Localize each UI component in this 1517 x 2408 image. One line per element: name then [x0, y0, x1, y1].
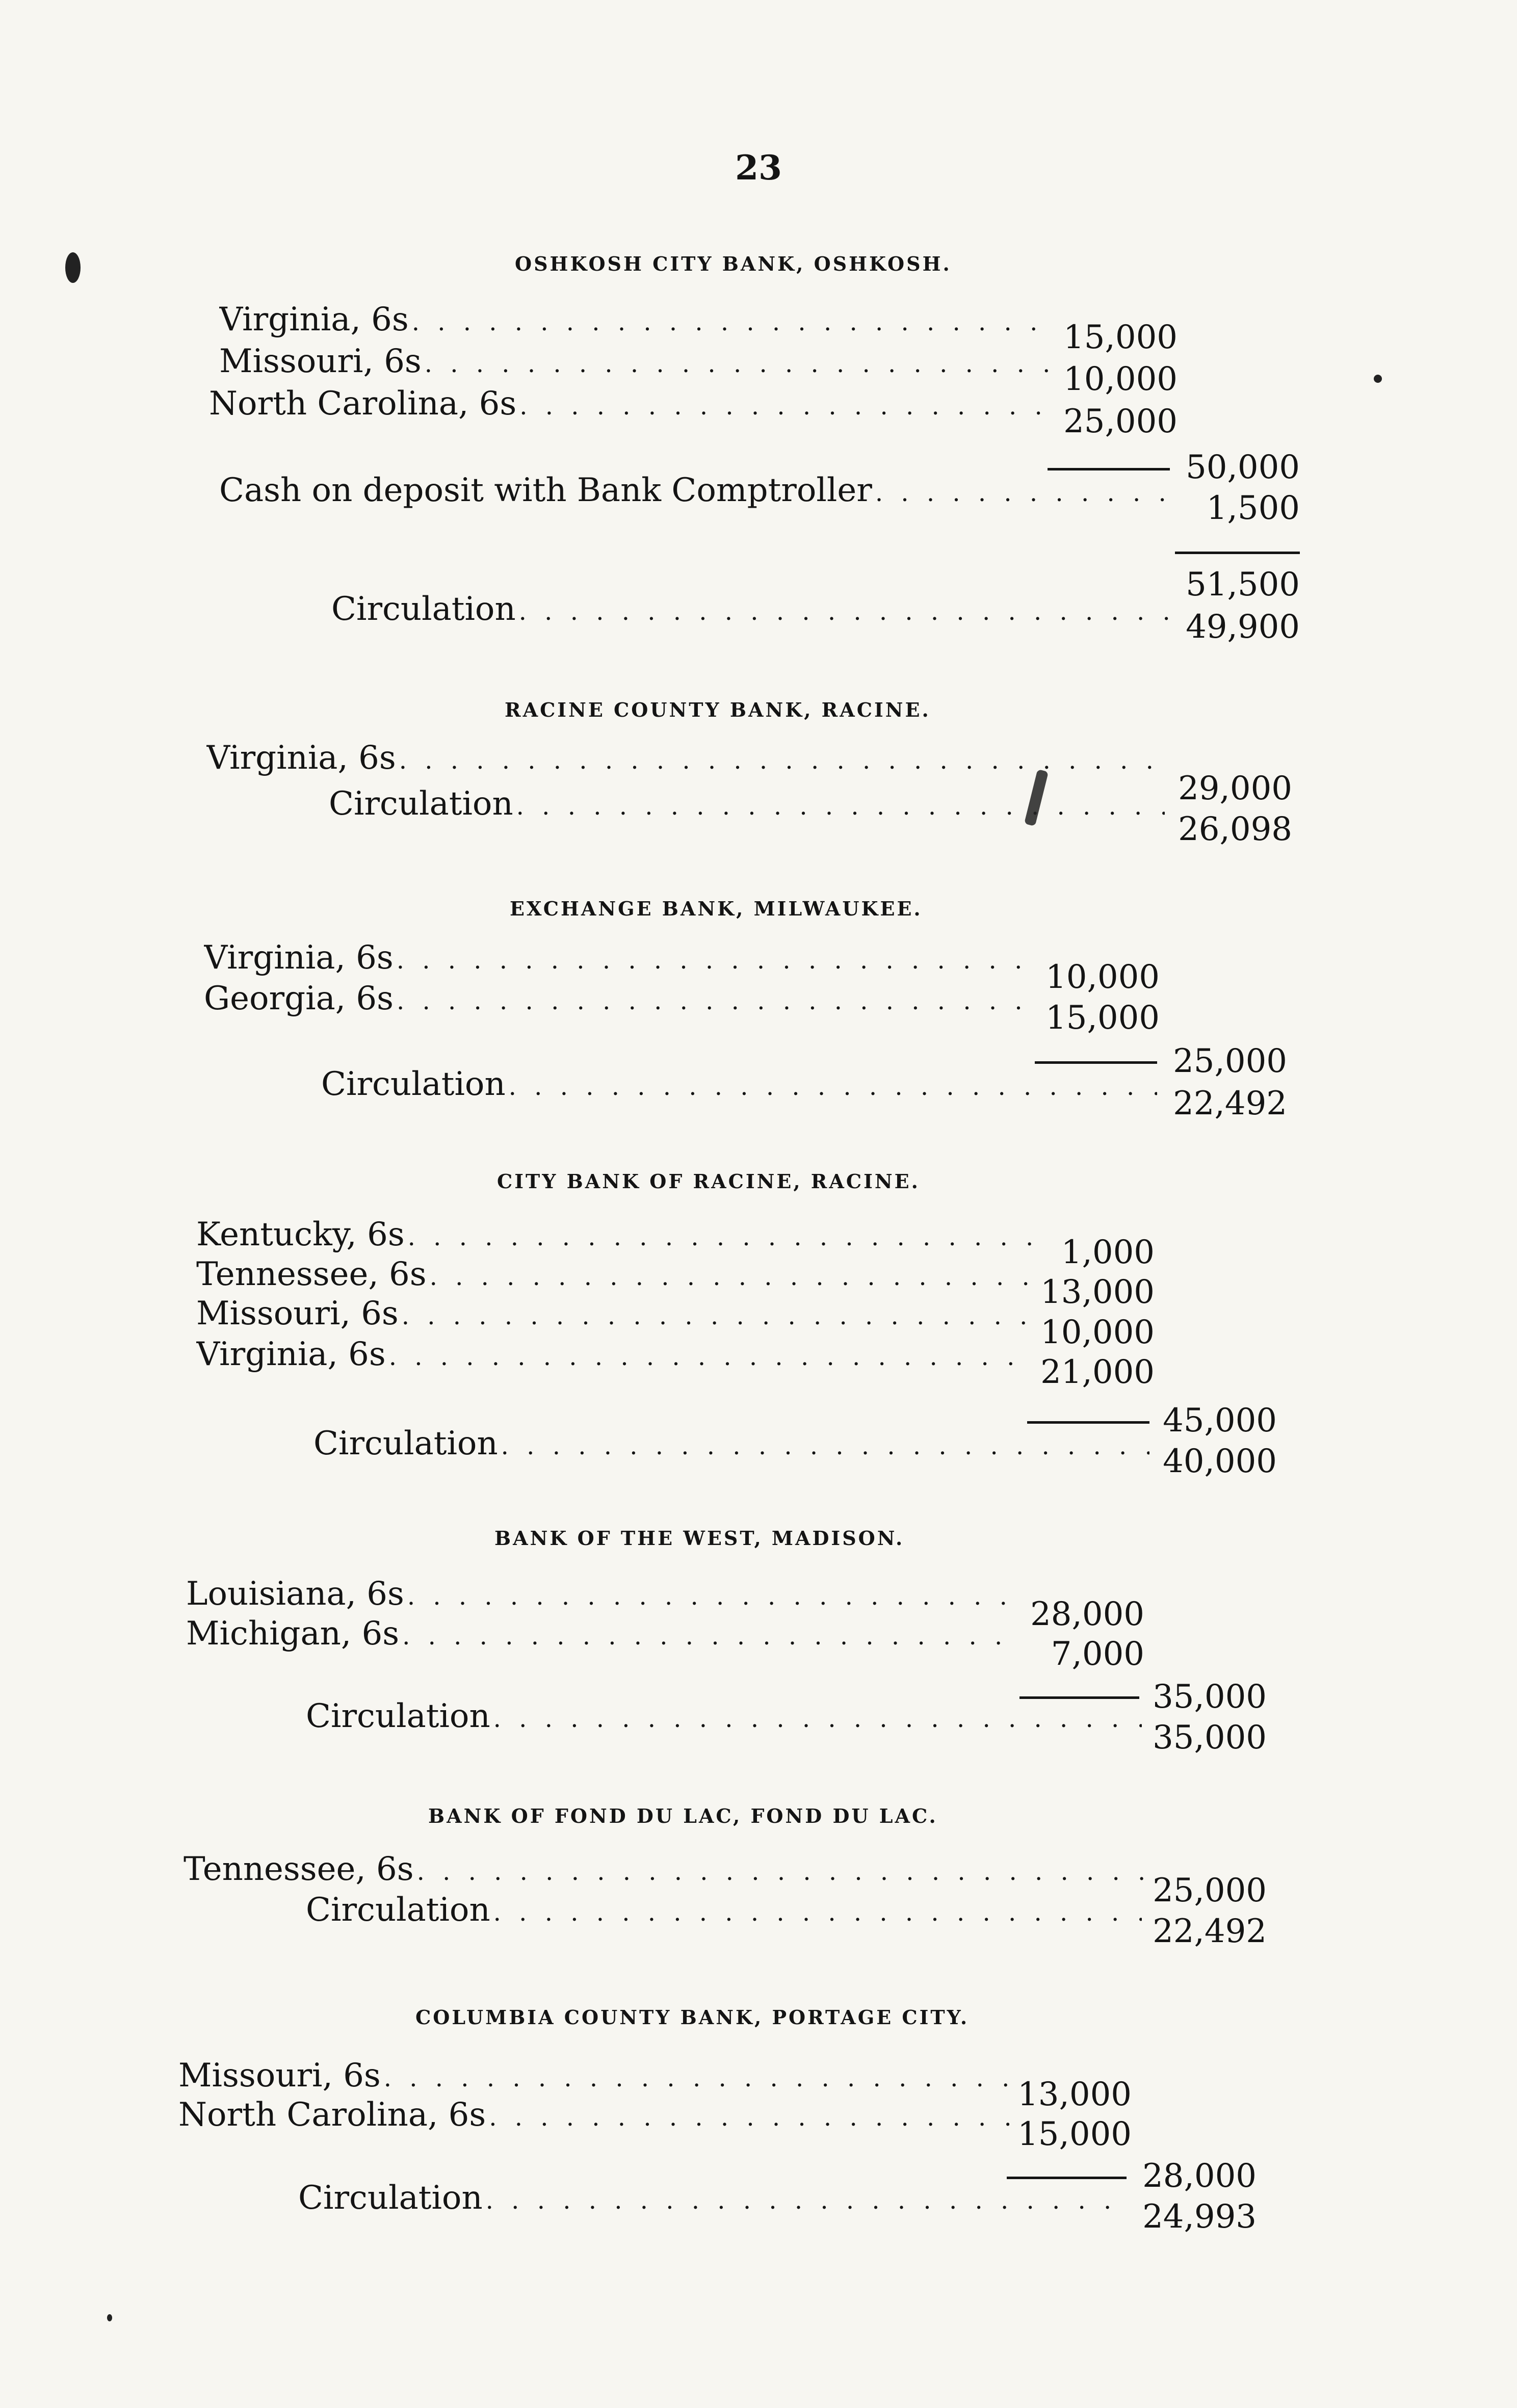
dot-leader: [519, 599, 1172, 624]
circulation-row: [313, 1425, 1149, 1465]
circulation-row: [321, 1065, 1157, 1106]
circulation-row: [306, 1697, 1142, 1738]
security-row: [184, 1850, 1147, 1891]
security-row: [209, 385, 1055, 426]
security-row: [219, 301, 1055, 342]
dot-leader: [489, 2105, 1009, 2130]
dot-leader: [493, 1900, 1142, 1925]
section-heading: COLUMBIA COUNTY BANK, PORTAGE CITY.: [415, 2006, 970, 2029]
security-amount: 28,000: [1030, 1595, 1144, 1633]
circulation-label: Circulation: [306, 1891, 490, 1929]
circulation-label: Circulation: [306, 1697, 490, 1735]
security-amount: 10,000: [1063, 360, 1178, 398]
cash-deposit-amount: 1,500: [1206, 489, 1300, 527]
dot-leader: [402, 1304, 1032, 1328]
dot-leader: [384, 2066, 1009, 2090]
section-heading: EXCHANGE BANK, MILWAUKEE.: [510, 897, 923, 920]
security-label: Louisiana, 6s: [186, 1575, 404, 1613]
dot-leader: [875, 481, 1167, 505]
circulation-row: [298, 2179, 1129, 2220]
dot-leader: [399, 748, 1172, 773]
security-amount: 10,000: [1040, 1314, 1155, 1351]
dot-leader: [389, 1345, 1032, 1369]
security-amount: 1,000: [1061, 1234, 1155, 1271]
section-heading: BANK OF THE WEST, MADISON.: [494, 1527, 905, 1550]
dot-leader: [408, 1225, 1032, 1249]
cash-deposit-label: Cash on deposit with Bank Comptroller: [219, 472, 872, 509]
circulation-label: Circulation: [329, 785, 513, 823]
dot-leader: [402, 1624, 1022, 1648]
security-amount: 15,000: [1017, 2115, 1132, 2153]
security-amount: 15,000: [1063, 319, 1178, 356]
security-label: Missouri, 6s: [219, 343, 422, 380]
circulation-amount: 49,900: [1186, 608, 1300, 646]
cash-deposit-row: [219, 472, 1167, 512]
security-row: [186, 1615, 1022, 1656]
total-amount: 25,000: [1173, 1042, 1287, 1080]
security-row: [219, 343, 1055, 383]
circulation-amount: 22,492: [1173, 1085, 1287, 1122]
security-label: Missouri, 6s: [196, 1295, 399, 1332]
security-amount: 13,000: [1017, 2076, 1132, 2113]
security-label: Tennessee, 6s: [196, 1255, 427, 1293]
dot-leader: [417, 1860, 1147, 1884]
security-row: [204, 939, 1040, 980]
circulation-row: [306, 1891, 1142, 1932]
dot-leader: [397, 989, 1040, 1013]
security-amount: 7,000: [1051, 1635, 1144, 1673]
circulation-label: Circulation: [321, 1065, 506, 1103]
dot-leader: [486, 2188, 1129, 2213]
circulation-label: Circulation: [313, 1425, 498, 1462]
circulation-amount: 22,492: [1153, 1913, 1267, 1950]
total-amount: 45,000: [1163, 1402, 1277, 1439]
security-row: [196, 1216, 1032, 1257]
subtotal-rule: [1048, 468, 1170, 470]
circulation-label: Circulation: [331, 590, 516, 628]
security-amount: 21,000: [1040, 1353, 1155, 1391]
total-rule: [1175, 552, 1300, 554]
security-label: Michigan, 6s: [186, 1615, 400, 1653]
security-amount: 13,000: [1040, 1273, 1155, 1311]
subtotal-amount: 50,000: [1186, 449, 1300, 486]
security-row: [186, 1575, 1022, 1616]
dot-leader: [430, 1265, 1032, 1289]
dot-leader: [501, 1434, 1149, 1458]
security-row: [206, 739, 1172, 780]
security-amount: 15,000: [1045, 999, 1160, 1037]
security-label: North Carolina, 6s: [178, 2096, 486, 2134]
security-label: Virginia, 6s: [204, 939, 394, 977]
security-amount: 29,000: [1178, 770, 1292, 807]
section-heading: OSHKOSH CITY BANK, OSHKOSH.: [515, 252, 952, 275]
dot-leader: [493, 1707, 1142, 1731]
dot-leader: [412, 310, 1055, 334]
dot-leader: [397, 948, 1040, 973]
dot-leader: [407, 1584, 1022, 1609]
security-label: North Carolina, 6s: [209, 385, 517, 423]
subtotal-rule: [1027, 1421, 1149, 1424]
security-label: Kentucky, 6s: [196, 1216, 405, 1253]
circulation-amount: 24,993: [1142, 2198, 1257, 2236]
dot-leader: [509, 1075, 1157, 1099]
ink-speck: [1374, 375, 1382, 383]
security-row: [204, 980, 1040, 1020]
security-amount: 25,000: [1153, 1872, 1267, 1909]
circulation-amount: 26,098: [1178, 810, 1292, 848]
section-heading: RACINE COUNTY BANK, RACINE.: [505, 698, 931, 721]
circulation-amount: 35,000: [1153, 1719, 1267, 1757]
circulation-amount: 40,000: [1163, 1443, 1277, 1480]
page-number: 23: [735, 148, 782, 188]
security-amount: 25,000: [1063, 403, 1178, 440]
security-row: [178, 2057, 1009, 2098]
security-label: Virginia, 6s: [206, 739, 396, 777]
security-label: Missouri, 6s: [178, 2057, 381, 2095]
security-row: [196, 1255, 1032, 1296]
security-amount: 10,000: [1045, 958, 1160, 996]
circulation-row: [331, 590, 1172, 631]
total-amount: 35,000: [1153, 1678, 1267, 1716]
subtotal-rule: [1035, 1061, 1157, 1064]
security-label: Virginia, 6s: [219, 301, 409, 338]
dot-leader: [425, 352, 1055, 376]
security-row: [196, 1295, 1032, 1336]
security-row: [178, 2096, 1009, 2137]
circulation-label: Circulation: [298, 2179, 483, 2217]
dot-leader: [519, 394, 1055, 418]
security-label: Georgia, 6s: [204, 980, 394, 1017]
section-heading: CITY BANK OF RACINE, RACINE.: [497, 1170, 920, 1193]
security-row: [196, 1336, 1032, 1376]
security-label: Tennessee, 6s: [184, 1850, 414, 1888]
ink-speck: [107, 2314, 112, 2321]
total-amount: 28,000: [1142, 2157, 1257, 2195]
ink-speck: [65, 252, 81, 283]
dot-leader: [516, 794, 1165, 819]
security-label: Virginia, 6s: [196, 1336, 386, 1373]
section-heading: BANK OF FOND DU LAC, FOND DU LAC.: [428, 1804, 938, 1827]
total-amount: 51,500: [1186, 566, 1300, 604]
